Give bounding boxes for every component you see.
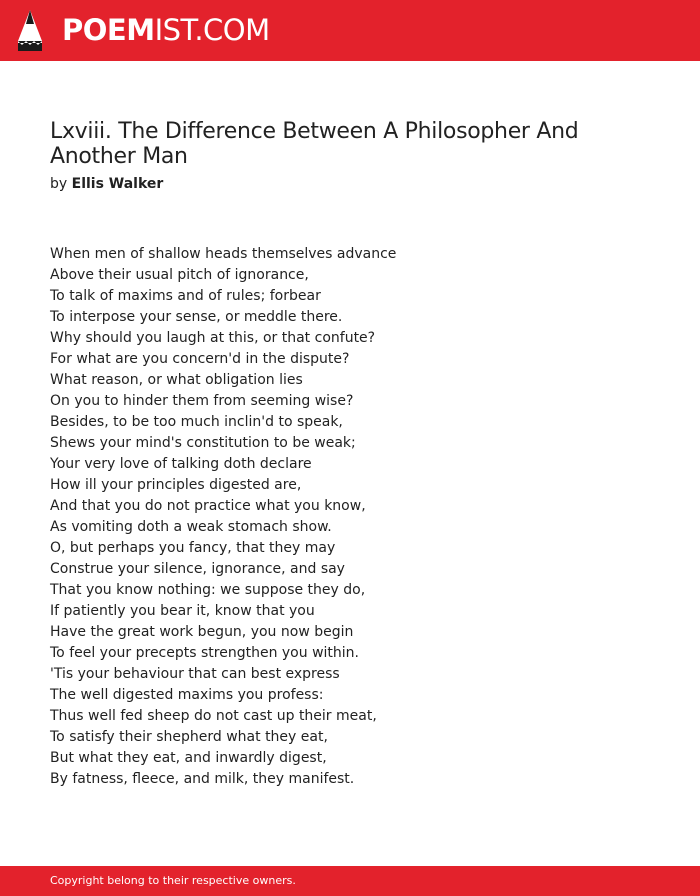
poem-line: Construe your silence, ignorance, and say: [50, 561, 345, 577]
poem-line: Shews your mind's constitution to be weak;: [50, 435, 356, 451]
poem-line: And that you do not practice what you know,: [50, 498, 366, 514]
poem-line: Why should you laugh at this, or that confute?: [50, 330, 376, 346]
poem-line: But what they eat, and inwardly digest,: [50, 750, 327, 766]
site-header: [0, 0, 700, 61]
poem-line: Your very love of talking doth declare: [50, 456, 312, 472]
poem-line: If patiently you bear it, know that you: [50, 603, 315, 619]
logo-brand-light: IST.COM: [154, 13, 270, 47]
poem-line: On you to hinder them from seeming wise?: [50, 393, 354, 409]
poem-line: 'Tis your behaviour that can best express: [50, 666, 340, 682]
poem-title: Lxviii. The Difference Between A Philosopher And Another Man: [50, 119, 579, 169]
poem-line: The well digested maxims you profess:: [50, 687, 324, 703]
poem-byline: [50, 175, 163, 193]
logo-brand-bold: POEM: [62, 13, 155, 47]
poem-line: Besides, to be too much inclin'd to speak,: [50, 414, 343, 430]
poem-line: To satisfy their shepherd what they eat,: [50, 729, 328, 745]
pencil-tip-icon[interactable]: [18, 10, 42, 51]
poem-line: For what are you concern'd in the dispute?: [50, 351, 350, 367]
poem-line: Have the great work begun, you now begin: [50, 624, 354, 640]
poem-author: Ellis Walker: [71, 176, 164, 192]
site-logo[interactable]: [62, 14, 270, 46]
poem-line: To feel your precepts strengthen you within.: [50, 645, 359, 661]
by-label: by: [50, 176, 68, 192]
poem-line: How ill your principles digested are,: [50, 477, 302, 493]
poem-line: To interpose your sense, or meddle there.: [50, 309, 343, 325]
site-footer: [0, 866, 700, 896]
poem-line: O, but perhaps you fancy, that they may: [50, 540, 336, 556]
poem-line: That you know nothing: we suppose they do,: [50, 582, 366, 598]
poem-line: To talk of maxims and of rules; forbear: [50, 288, 321, 304]
copyright-notice: Copyright belong to their respective owners.: [50, 874, 296, 887]
poem-line: What reason, or what obligation lies: [50, 372, 303, 388]
poem-line: Thus well fed sheep do not cast up their meat,: [50, 708, 377, 724]
poem-line: Above their usual pitch of ignorance,: [50, 267, 309, 283]
poem-line: When men of shallow heads themselves advance: [50, 246, 397, 262]
poem-body: [50, 244, 650, 790]
poem-line: By fatness, fleece, and milk, they manifest.: [50, 771, 355, 787]
poem-line: As vomiting doth a weak stomach show.: [50, 519, 332, 535]
